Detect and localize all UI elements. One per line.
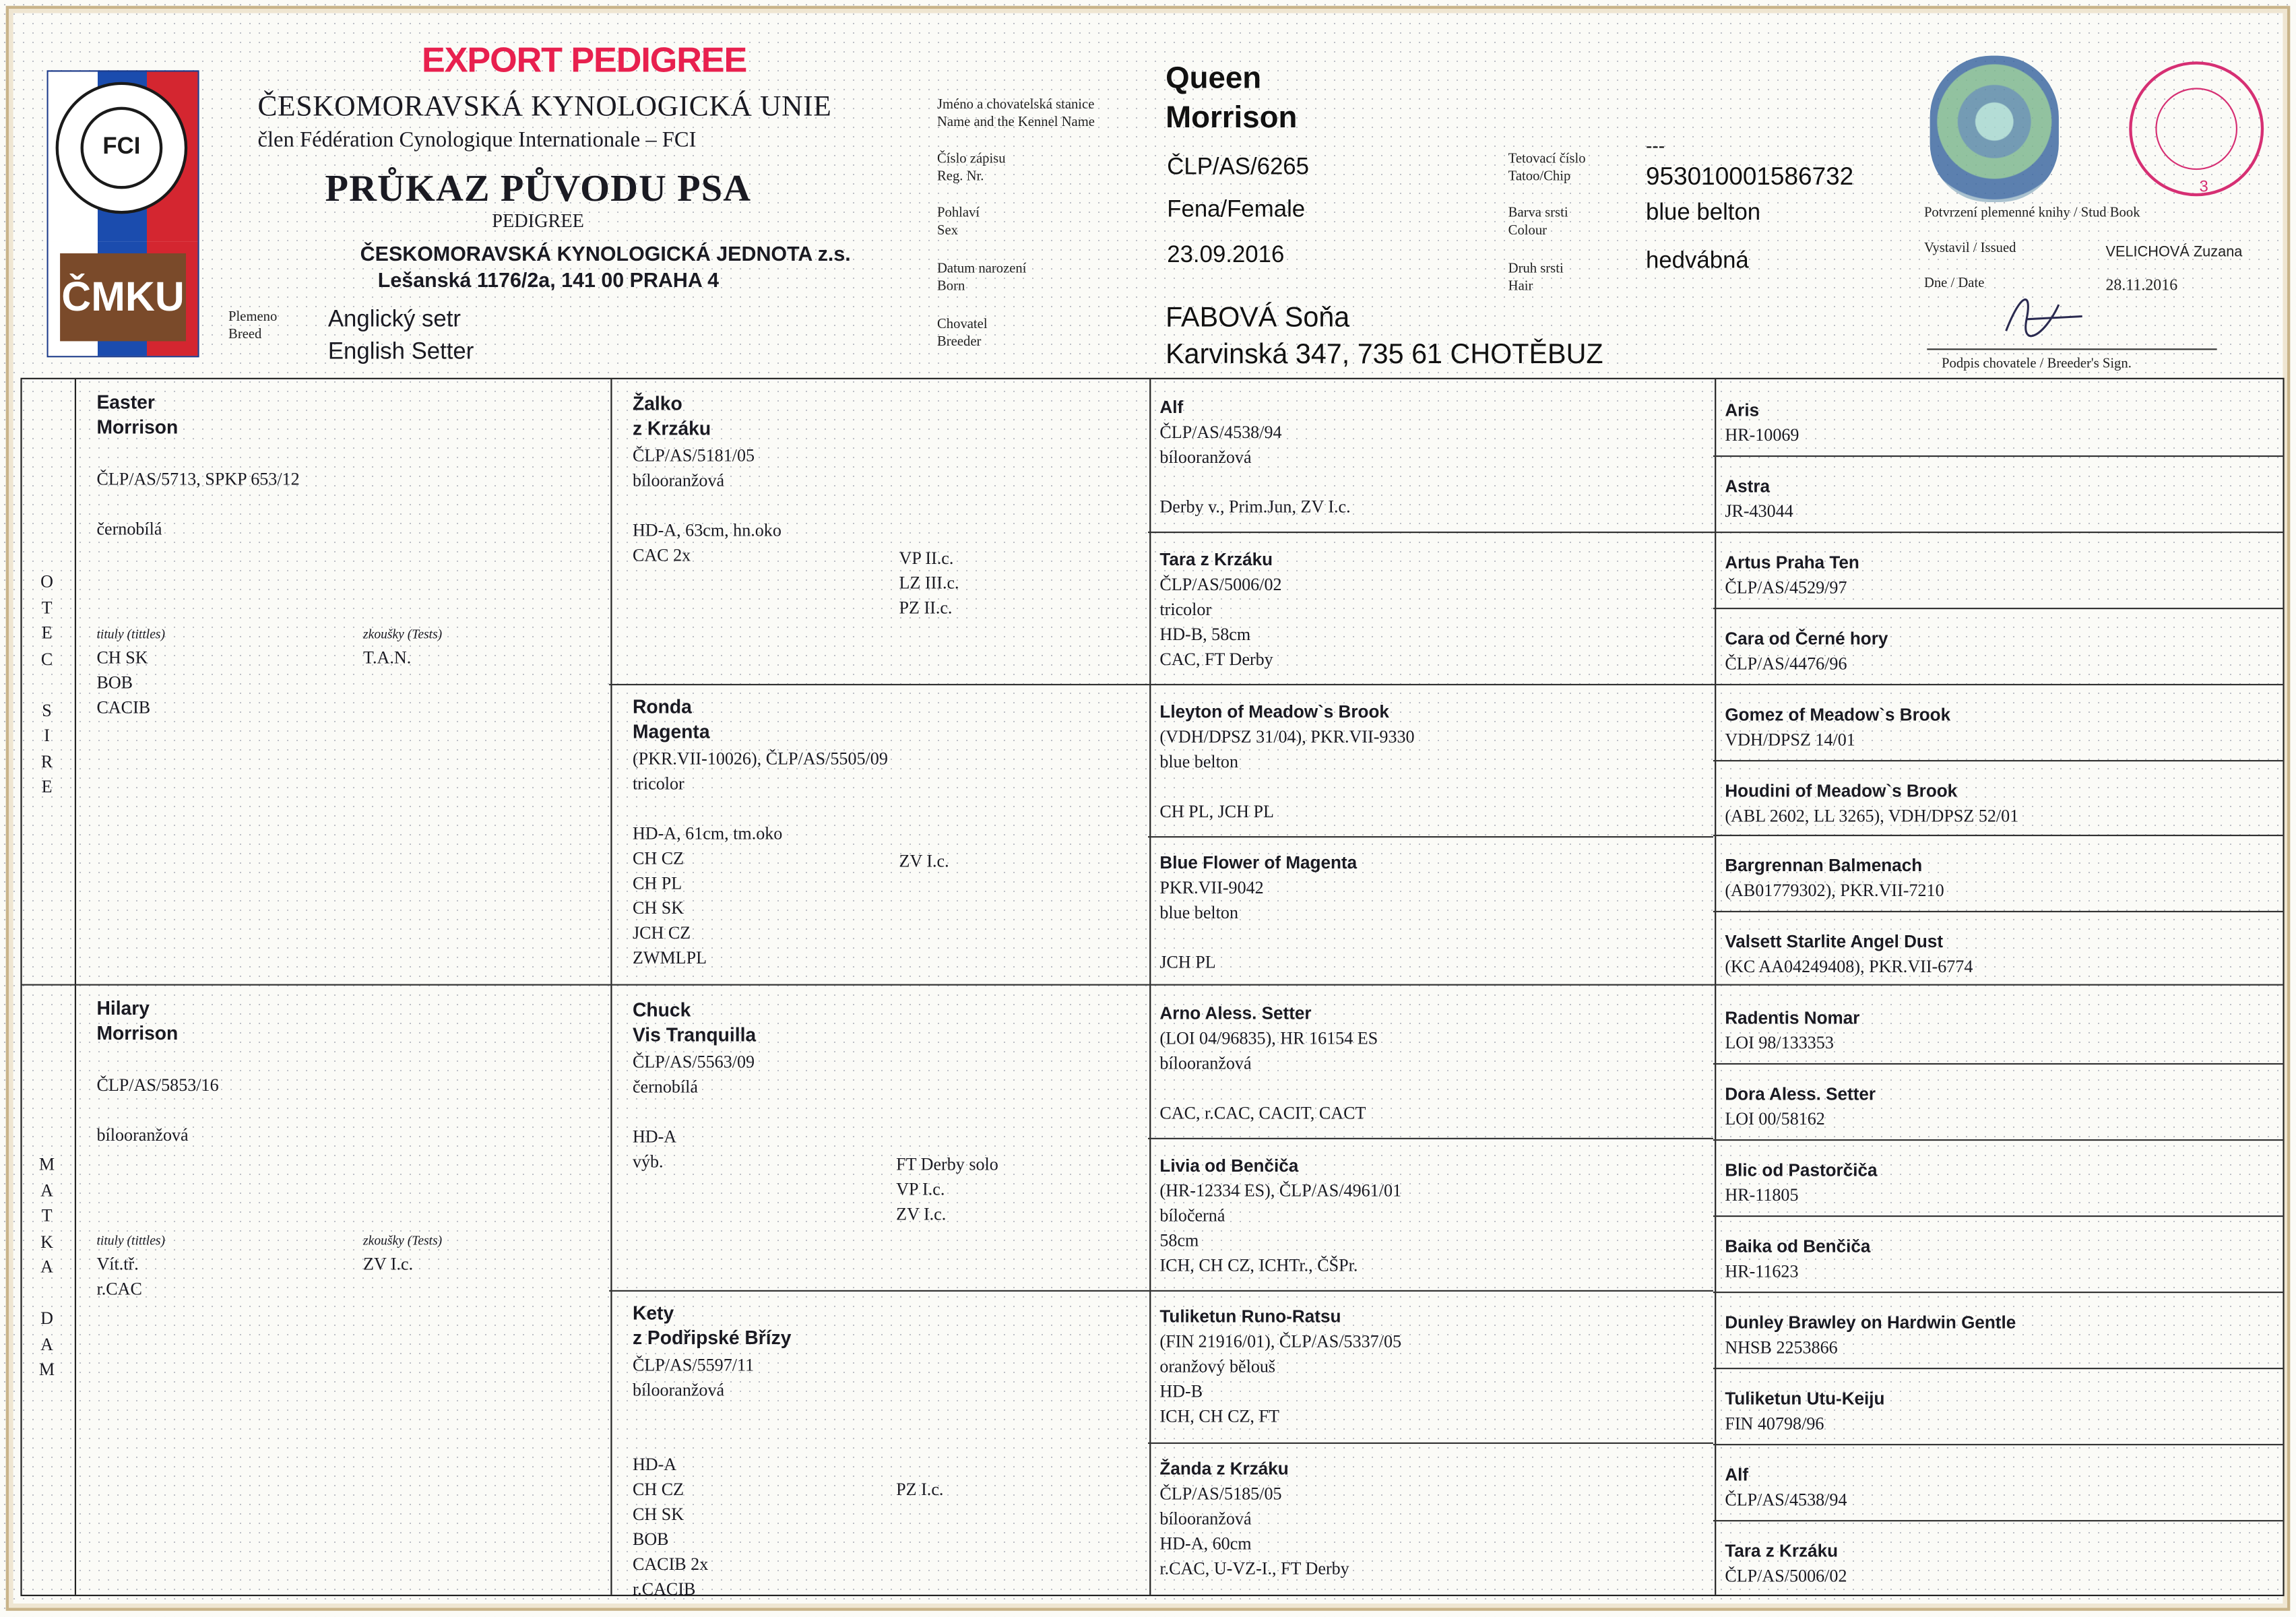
studbook-confirm: Potvrzení plemenné knihy / Stud Book <box>1923 206 2140 222</box>
gen3-line: (VDH/DPSZ 31/04), PKR.VII-9330 <box>1159 726 1415 747</box>
club-address: Lešanská 1176/2a, 141 00 PRAHA 4 <box>377 267 720 292</box>
gen1-test: ZV I.c. <box>363 1253 414 1274</box>
gen2-line: ZWMLPL <box>632 947 707 968</box>
sex-label: Pohlaví Sex <box>937 206 980 239</box>
gen3-line: oranžový bělouš <box>1159 1356 1276 1377</box>
colour-label: Barva srsti Colour <box>1508 206 1568 239</box>
gen3-line: (HR-12334 ES), ČLP/AS/4961/01 <box>1159 1180 1402 1201</box>
gen2-line: ČLP/AS/5597/11 <box>632 1354 755 1375</box>
gen2-line: CAC 2x <box>632 544 691 565</box>
gen2-exam: LZ III.c. <box>899 572 959 594</box>
gen2-name: Žalko <box>632 392 682 415</box>
gen3-line: 58cm <box>1159 1230 1199 1251</box>
chip-value: 953010001586732 <box>1645 162 1854 191</box>
gen2-line: JCH CZ <box>632 922 691 943</box>
breed-value: Anglický setr English Setter <box>327 307 474 365</box>
sire-side-label: O T E C S I R E <box>40 571 53 797</box>
gen4-name: Cara od Černé hory <box>1725 627 1888 649</box>
document-subtitle: PEDIGREE <box>492 209 584 232</box>
export-pedigree-title: EXPORT PEDIGREE <box>421 40 747 81</box>
document-title: PRŮKAZ PŮVODU PSA <box>325 166 752 210</box>
row-divider <box>1148 684 1713 685</box>
gen2-line: bílooranžová <box>632 470 725 491</box>
fci-logo-text: FCI <box>81 107 163 189</box>
gen4-name: Gomez of Meadow`s Brook <box>1725 703 1951 724</box>
studbook-stamp-icon <box>2129 61 2264 196</box>
gen2-exam: PZ I.c. <box>896 1479 944 1500</box>
gen2-exam: ZV I.c. <box>896 1203 947 1225</box>
gen2-line: r.CACIB <box>632 1578 696 1599</box>
gen4-name: Blic od Pastorčiča <box>1725 1160 1878 1180</box>
gen3-line: blue belton <box>1159 751 1239 772</box>
gen4-name: Tuliketun Utu-Keiju <box>1725 1387 1885 1409</box>
gen4-reg: ČLP/AS/5006/02 <box>1725 1564 1847 1585</box>
gen1-name: Hilary <box>96 997 150 1019</box>
gen4-reg: HR-11623 <box>1725 1261 1799 1281</box>
row-divider <box>1713 835 2285 837</box>
row-divider <box>609 684 1148 685</box>
row-divider <box>1148 836 1713 837</box>
fci-logo <box>49 71 198 241</box>
sex-value: Fena/Female <box>1167 197 1306 223</box>
gen1-name: Easter <box>96 391 155 413</box>
born-label: Datum narození Born <box>937 262 1027 294</box>
gen3-line: CAC, FT Derby <box>1159 648 1273 670</box>
gen3-line: HD-B, 58cm <box>1159 623 1251 645</box>
gen4-name: Dora Aless. Setter <box>1725 1083 1876 1104</box>
gen2-name: Chuck <box>632 998 691 1021</box>
gen4-reg: ČLP/AS/4529/97 <box>1725 576 1847 598</box>
row-divider <box>1148 1442 1713 1444</box>
gen4-reg: ČLP/AS/4476/96 <box>1725 652 1847 674</box>
gen2-line: HD-A, 61cm, tm.oko <box>632 823 783 844</box>
cmku-logo-text: ČMKU <box>60 253 186 341</box>
gen4-reg: JR-43044 <box>1725 501 1793 521</box>
issued-label: Vystavil / Issued <box>1923 241 2016 257</box>
gen2-line: CACIB 2x <box>632 1554 709 1575</box>
tattoo-value: --- <box>1645 134 1665 157</box>
gen2-line: bílooranžová <box>632 1379 725 1400</box>
gen1-colour: bílooranžová <box>96 1124 189 1145</box>
fci-emblem-icon <box>56 82 188 214</box>
gen2-line: (PKR.VII-10026), ČLP/AS/5505/09 <box>632 748 888 769</box>
gen2-exam: PZ II.c. <box>899 597 953 619</box>
tattoo-label: Tetovací číslo Tatoo/Chip <box>1508 152 1586 185</box>
gen4-reg: FIN 40798/96 <box>1725 1412 1824 1434</box>
dog-name: Queen Morrison <box>1166 61 1298 135</box>
gen3-line: (LOI 04/96835), HR 16154 ES <box>1159 1027 1378 1049</box>
row-divider <box>1713 1292 2285 1293</box>
gen4-reg: HR-11805 <box>1725 1184 1799 1205</box>
gen2-kennel: z Podřipské Břízy <box>632 1327 792 1349</box>
gen1-colour: černobílá <box>96 518 162 539</box>
gen2-kennel: Magenta <box>632 720 710 742</box>
gen4-name: Astra <box>1725 476 1771 497</box>
gen1-titles-label: tituly (tittles) <box>96 1233 166 1248</box>
gen1-title: BOB <box>96 672 133 693</box>
row-divider <box>1713 759 2285 761</box>
hologram-seal-icon <box>1930 56 2059 202</box>
gen4-name: Tara z Krzáku <box>1725 1540 1839 1560</box>
cmku-logo <box>49 242 198 356</box>
hair-value: hedvábná <box>1645 249 1749 274</box>
gen3-line: (FIN 21916/01), ČLP/AS/5337/05 <box>1159 1331 1402 1352</box>
row-divider <box>1713 1443 2285 1445</box>
gen3-line: ICH, CH CZ, FT <box>1159 1405 1279 1426</box>
signature-icon <box>2000 287 2088 340</box>
gen4-name: Artus Praha Ten <box>1725 551 1859 573</box>
name-label: Jméno a chovatelská stanice Name and the Kennel Name <box>937 98 1095 131</box>
gen4-name: Valsett Starlite Angel Dust <box>1725 931 1944 953</box>
gen3-name: Tara z Krzáku <box>1159 549 1273 570</box>
gen3-line: CH PL, JCH PL <box>1159 800 1274 822</box>
gen1-title: CH SK <box>96 647 148 668</box>
club-name: ČESKOMORAVSKÁ KYNOLOGICKÁ JEDNOTA z.s. <box>360 241 851 265</box>
gen4-reg: (ABL 2602, LL 3265), VDH/DPSZ 52/01 <box>1725 804 2019 825</box>
row-divider <box>609 1290 1148 1292</box>
gen4-name: Radentis Nomar <box>1725 1007 1860 1029</box>
gen4-reg: (KC AA04249408), PKR.VII-6774 <box>1725 956 1973 978</box>
issued-by: VELICHOVÁ Zuzana <box>2105 244 2243 261</box>
breeder-value: FABOVÁ Soňa Karvinská 347, 735 61 CHOTĚBUZ <box>1166 303 1603 371</box>
gen3-line: Derby v., Prim.Jun, ZV I.c. <box>1159 496 1351 517</box>
gen3-line: blue belton <box>1159 901 1239 923</box>
gen4-name: Baika od Benčiča <box>1725 1236 1871 1257</box>
date-label: Dne / Date <box>1923 276 1985 292</box>
gen2-exam: ZV I.c. <box>899 850 949 872</box>
row-divider <box>1148 1290 1713 1292</box>
signature-line <box>1927 348 2217 350</box>
gen2-kennel: z Krzáku <box>632 417 711 440</box>
row-divider <box>1713 1519 2285 1521</box>
row-divider <box>1713 912 2285 913</box>
gen2-line: HD-A <box>632 1126 677 1147</box>
gen4-reg: (AB01779302), PKR.VII-7210 <box>1725 881 1944 901</box>
gen4-name: Alf <box>1725 1463 1749 1485</box>
gen1-kennel: Morrison <box>96 416 179 438</box>
gen1-title: Vít.tř. <box>96 1253 139 1274</box>
gen1-title: CACIB <box>96 697 151 718</box>
gen3-name: Lleyton of Meadow`s Brook <box>1159 701 1389 722</box>
gen3-name: Arno Aless. Setter <box>1159 1003 1312 1024</box>
row-divider <box>1713 1139 2285 1141</box>
born-value: 23.09.2016 <box>1167 243 1285 268</box>
union-name: ČESKOMORAVSKÁ KYNOLOGICKÁ UNIE <box>257 90 832 123</box>
gen4-name: Aris <box>1725 400 1760 420</box>
row-divider <box>1713 683 2285 685</box>
gen2-line: ČLP/AS/5181/05 <box>632 445 755 466</box>
gen2-line: CH SK <box>632 1504 684 1525</box>
row-divider <box>1713 1215 2285 1217</box>
gen2-line: HD-A, 63cm, hn.oko <box>632 519 782 541</box>
gen4-reg: LOI 00/58162 <box>1725 1108 1825 1129</box>
stamp-number: 3 <box>2199 179 2208 197</box>
gen4-name: Dunley Brawley on Hardwin Gentle <box>1725 1311 2016 1333</box>
gen2-name: Ronda <box>632 695 692 718</box>
gen2-line: CH PL <box>632 873 682 893</box>
row-divider <box>1148 532 1713 533</box>
gen3-name: Tuliketun Runo-Ratsu <box>1159 1306 1341 1327</box>
gen2-line: HD-A <box>632 1454 677 1475</box>
gen4-name: Houdini of Meadow`s Brook <box>1725 780 1958 800</box>
gen2-exam: VP I.c. <box>896 1178 945 1200</box>
gen1-title: r.CAC <box>96 1278 142 1299</box>
gen1-test: T.A.N. <box>363 647 412 668</box>
issue-date: 28.11.2016 <box>2105 276 2178 294</box>
gen4-reg: LOI 98/133353 <box>1725 1032 1834 1054</box>
pedigree-table <box>20 378 2284 1596</box>
gen2-line: CH CZ <box>632 848 684 868</box>
reg-number: ČLP/AS/6265 <box>1167 155 1309 181</box>
gen2-line: ČLP/AS/5563/09 <box>632 1051 755 1072</box>
gen2-line: CH CZ <box>632 1479 684 1500</box>
gen2-exam: FT Derby solo <box>896 1153 998 1175</box>
gen3-line: HD-A, 60cm <box>1159 1533 1252 1554</box>
row-divider <box>1148 1138 1713 1139</box>
gen2-line: výb. <box>632 1151 664 1172</box>
gen3-line: ČLP/AS/5185/05 <box>1159 1483 1282 1504</box>
gen3-line: JCH PL <box>1159 951 1216 973</box>
dam-side-label: M A T K A D A M <box>38 1153 55 1380</box>
breeder-label: Chovatel Breeder <box>937 317 988 350</box>
gen4-reg: VDH/DPSZ 14/01 <box>1725 728 1855 749</box>
gen3-line: bílooranžová <box>1159 446 1252 468</box>
gen3-line: r.CAC, U-VZ-I., FT Derby <box>1159 1558 1349 1579</box>
gen4-name: Bargrennan Balmenach <box>1725 856 1923 877</box>
gen2-line: tricolor <box>632 773 684 794</box>
gen2-name: Kety <box>632 1302 674 1324</box>
colour-value: blue belton <box>1645 200 1761 226</box>
gen1-reg: ČLP/AS/5713, SPKP 653/12 <box>96 468 300 489</box>
gen3-line: bílooranžová <box>1159 1508 1252 1529</box>
gen3-name: Alf <box>1159 397 1184 418</box>
gen1-tests-label: zkoušky (Tests) <box>363 627 443 641</box>
gen3-line: bíločerná <box>1159 1205 1225 1226</box>
row-divider <box>1713 455 2285 457</box>
gen3-line: ICH, CH CZ, ICHTr., ČŠPr. <box>1159 1255 1358 1276</box>
gen3-line: CAC, r.CAC, CACIT, CACT <box>1159 1102 1366 1124</box>
row-divider <box>1713 607 2285 608</box>
row-divider <box>1713 1367 2285 1368</box>
gen3-line: HD-B <box>1159 1381 1203 1402</box>
gen2-line: CH SK <box>632 897 684 918</box>
breeder-sign-label: Podpis chovatele / Breeder's Sign. <box>1942 357 2132 373</box>
breed-label: Plemeno Breed <box>228 310 278 343</box>
gen4-reg: HR-10069 <box>1725 424 1799 445</box>
gen1-kennel: Morrison <box>96 1022 179 1044</box>
gen2-line: černobílá <box>632 1076 698 1097</box>
reg-label: Číslo zápisu Reg. Nr. <box>937 152 1006 185</box>
gen1-tests-label: zkoušky (Tests) <box>363 1233 443 1248</box>
gen3-line: tricolor <box>1159 598 1212 620</box>
gen3-line: ČLP/AS/4538/94 <box>1159 421 1282 443</box>
gen3-line: bílooranžová <box>1159 1052 1252 1074</box>
row-divider <box>1713 1063 2285 1065</box>
gen1-reg: ČLP/AS/5853/16 <box>96 1075 219 1096</box>
gen4-reg: NHSB 2253866 <box>1725 1336 1838 1358</box>
gen3-name: Blue Flower of Magenta <box>1159 852 1358 873</box>
gen3-name: Žanda z Krzáku <box>1159 1458 1289 1480</box>
gen3-line: PKR.VII-9042 <box>1159 877 1264 898</box>
gen2-exam: VP II.c. <box>899 547 954 569</box>
gen1-titles-label: tituly (tittles) <box>96 627 166 641</box>
gen3-line: ČLP/AS/5006/02 <box>1159 573 1282 595</box>
fci-membership: člen Fédération Cynologique Internationale – FCI <box>257 129 697 153</box>
row-divider <box>1713 532 2285 533</box>
gen2-line: BOB <box>632 1529 669 1550</box>
gen4-reg: ČLP/AS/4538/94 <box>1725 1488 1847 1509</box>
logo-panel <box>47 70 199 357</box>
hair-label: Druh srsti Hair <box>1508 262 1564 294</box>
gen3-name: Livia od Benčiča <box>1159 1155 1299 1176</box>
gen2-kennel: Vis Tranquilla <box>632 1023 757 1046</box>
